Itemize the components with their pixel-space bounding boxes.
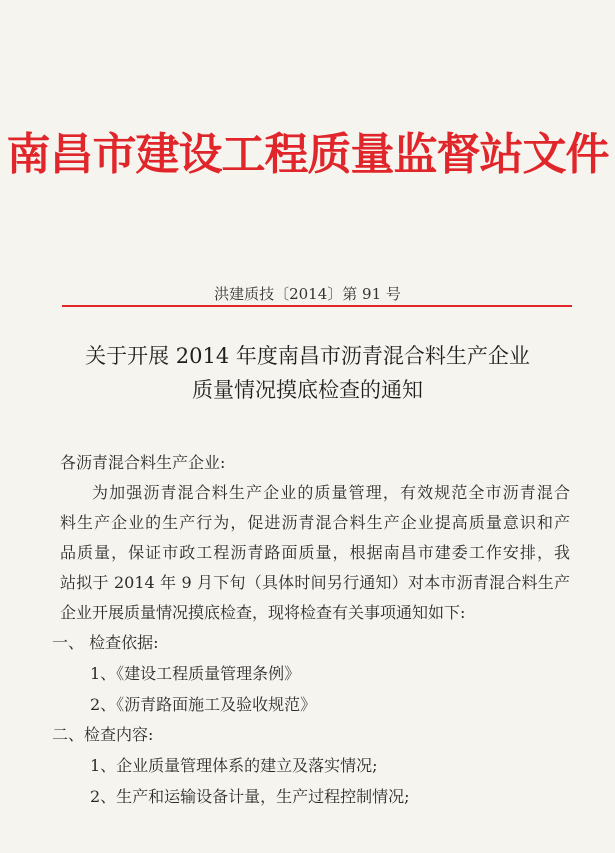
section-heading-basis: 一、 检查依据: [52, 633, 159, 652]
list-item: 2、生产和运输设备计量，生产过程控制情况; [90, 787, 410, 806]
header-divider [62, 305, 572, 307]
list-item: 2、《沥青路面施工及验收规范》 [90, 695, 317, 714]
salutation: 各沥青混合料生产企业: [60, 453, 226, 472]
list-item: 1、企业质量管理体系的建立及落实情况; [90, 756, 378, 775]
notice-title-line-1: 关于开展 2014 年度南昌市沥青混合料生产企业 [85, 344, 530, 368]
document-number: 洪建质技〔2014〕第 91 号 [214, 285, 401, 303]
section-heading-content: 二、检查内容: [52, 725, 154, 744]
paragraph-line: 品质量，保证市政工程沥青路面质量，根据南昌市建委工作安排，我 [60, 543, 570, 562]
paragraph-line: 为加强沥青混合料生产企业的质量管理，有效规范全市沥青混合 [92, 483, 570, 502]
notice-title-line-2: 质量情况摸底检查的通知 [192, 378, 423, 402]
paragraph-line: 料生产企业的生产行为，促进沥青混合料生产企业提高质量意识和产 [60, 513, 570, 532]
paragraph-line: 企业开展质量情况摸底检查，现将检查有关事项通知如下: [60, 603, 466, 622]
paragraph-line: 站拟于 2014 年 9 月下旬（具体时间另行通知）对本市沥青混合料生产 [60, 573, 570, 592]
document-header-title: 南昌市建设工程质量监督站文件 [6, 129, 609, 180]
list-item: 1、《建设工程质量管理条例》 [90, 664, 301, 683]
